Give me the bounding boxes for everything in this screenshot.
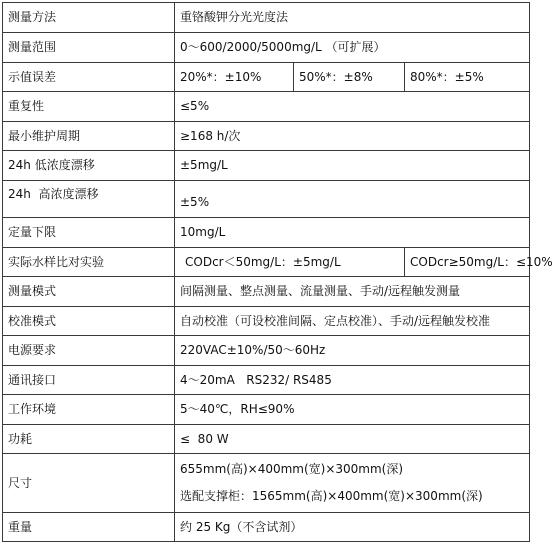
value-range: 0～600/2000/5000mg/L （可扩展） bbox=[175, 33, 530, 63]
value-comm: 4～20mA RS232/ RS485 bbox=[175, 366, 530, 395]
label-calib: 校准模式 bbox=[3, 307, 175, 336]
row-repeat bbox=[3, 92, 530, 122]
value-limit: 10mg/L bbox=[175, 218, 530, 248]
value-mode: 间隔测量、整点测量、流量测量、手动/远程触发测量 bbox=[175, 277, 530, 307]
value-size-main: 655mm(高)×400mm(宽)×300mm(深) bbox=[180, 462, 404, 476]
value-repeat: ≤5% bbox=[175, 92, 530, 122]
row-size bbox=[3, 454, 530, 513]
label-weight: 重量 bbox=[3, 513, 175, 542]
value-env: 5～40℃，RH≤90% bbox=[175, 395, 530, 425]
label-lowdrift: 24h 低浓度漂移 bbox=[3, 151, 175, 181]
value-error-20: 20%*：±10% bbox=[175, 63, 294, 92]
row-compare bbox=[3, 248, 530, 277]
label-consume: 功耗 bbox=[3, 425, 175, 454]
row-error bbox=[3, 63, 530, 92]
label-error: 示值误差 bbox=[3, 63, 175, 92]
row-range bbox=[3, 33, 530, 63]
row-method bbox=[3, 3, 530, 33]
value-size bbox=[175, 454, 530, 513]
value-error-80: 80%*：±5% bbox=[405, 63, 530, 92]
value-consume: ≤ 80 W bbox=[175, 425, 530, 454]
value-compare-low: CODcr＜50mg/L：±5mg/L bbox=[175, 248, 405, 277]
row-limit bbox=[3, 218, 530, 248]
label-mode: 测量模式 bbox=[3, 277, 175, 307]
row-highdrift bbox=[3, 181, 530, 218]
label-maint: 最小维护周期 bbox=[3, 122, 175, 151]
label-highdrift: 24h 高浓度漂移 bbox=[3, 181, 175, 218]
label-method: 测量方法 bbox=[3, 3, 175, 33]
value-power: 220VAC±10%/50～60Hz bbox=[175, 336, 530, 366]
row-maint bbox=[3, 122, 530, 151]
label-env: 工作环境 bbox=[3, 395, 175, 425]
row-power bbox=[3, 336, 530, 366]
row-consume bbox=[3, 425, 530, 454]
label-range: 测量范围 bbox=[3, 33, 175, 63]
value-size-cabinet: 选配支撑柜：1565mm(高)×400mm(宽)×300mm(深) bbox=[180, 489, 483, 503]
value-calib: 自动校准（可设校准间隔、定点校准）、手动/远程触发校准 bbox=[175, 307, 530, 336]
row-calib bbox=[3, 307, 530, 336]
value-method: 重铬酸钾分光光度法 bbox=[175, 3, 530, 33]
row-lowdrift bbox=[3, 151, 530, 181]
row-mode bbox=[3, 277, 530, 307]
label-size: 尺寸 bbox=[3, 454, 175, 513]
spec-table bbox=[2, 2, 553, 542]
label-comm: 通讯接口 bbox=[3, 366, 175, 395]
row-comm bbox=[3, 366, 530, 395]
label-limit: 定量下限 bbox=[3, 218, 175, 248]
value-highdrift: ±5% bbox=[175, 181, 530, 218]
row-env bbox=[3, 395, 530, 425]
value-error-50: 50%*：±8% bbox=[294, 63, 405, 92]
label-power: 电源要求 bbox=[3, 336, 175, 366]
label-compare: 实际水样比对实验 bbox=[3, 248, 175, 277]
value-compare-high: CODcr≥50mg/L：≤10% bbox=[405, 248, 530, 277]
row-weight bbox=[3, 513, 530, 542]
value-lowdrift: ±5mg/L bbox=[175, 151, 530, 181]
value-maint: ≥168 h/次 bbox=[175, 122, 530, 151]
value-weight: 约 25 Kg（不含试剂） bbox=[175, 513, 530, 542]
label-repeat: 重复性 bbox=[3, 92, 175, 122]
